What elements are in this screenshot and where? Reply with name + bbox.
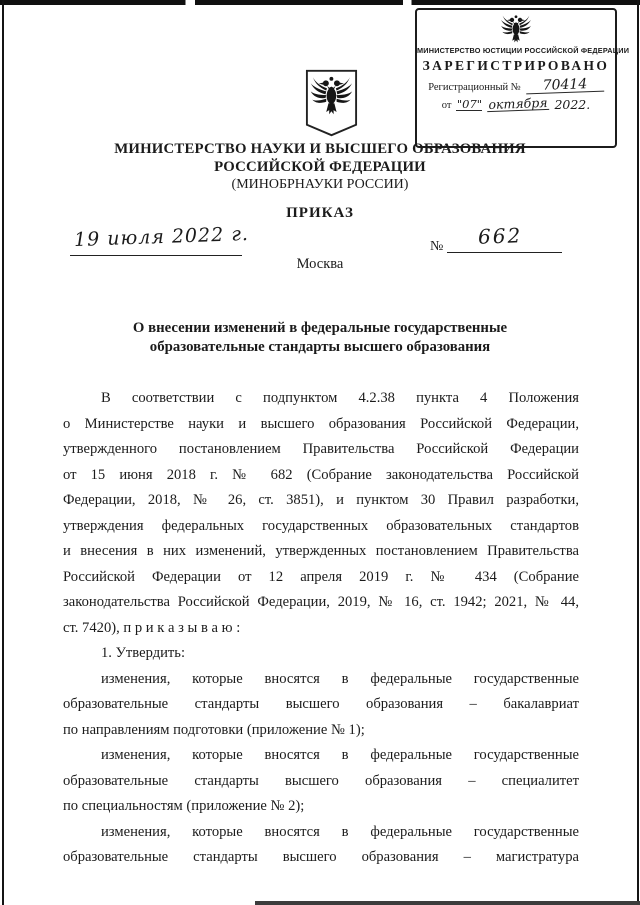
body-line: образовательные стандарты высшего образования – бакалавриат: [63, 696, 579, 712]
stamp-date-prefix: от: [441, 100, 452, 111]
scan-edge-bottom: [255, 901, 640, 905]
scan-edge-right: [637, 0, 639, 905]
body-line: Российской Федерации от 12 апреля 2019 г. № 434 (Собрание: [63, 568, 579, 585]
stamp-date-year: 2022.: [554, 97, 591, 112]
body-line: изменения, которые вносятся в федеральные государственные: [101, 670, 579, 687]
number-underline: [447, 252, 562, 253]
body-line: 1. Утвердить:: [101, 645, 186, 661]
city-label: Москва: [296, 256, 344, 272]
body-line: ст. 7420), п р и к а з ы в а ю :: [63, 619, 241, 636]
handwritten-number: 662: [477, 223, 523, 249]
body-line: и внесения в них изменений, утвержденных постановлением Правительства: [63, 543, 579, 559]
body-line: от 15 июня 2018 г. № 682 (Собрание законодательства Российской: [63, 466, 579, 483]
body-line: утвержденного постановлением Правительства Российской Федерации: [63, 441, 579, 457]
body-line: утверждения федеральных государственных образовательных стандартов: [63, 517, 579, 534]
order-title-line1: О внесении изменений в федеральные государственные: [132, 320, 508, 336]
document-type-label: ПРИКАЗ: [286, 205, 354, 221]
body-line: о Министерстве науки и высшего образования Российской Федерации,: [63, 415, 579, 432]
body-line: образовательные стандарты высшего образования – специалитет: [63, 772, 579, 789]
body-line: В соответствии с подпунктом 4.2.38 пункта 4 Положения: [101, 390, 579, 406]
body-line: по специальностям (приложение № 2);: [63, 798, 305, 814]
body-line: изменения, которые вносятся в федеральные государственные: [101, 823, 579, 840]
ministry-name-line1: МИНИСТЕРСТВО НАУКИ И ВЫСШЕГО ОБРАЗОВАНИЯ: [114, 141, 526, 157]
body-line: образовательные стандарты высшего образования – магистратура: [63, 849, 579, 865]
stamp-agency-label: МИНИСТЕРСТВО ЮСТИЦИИ РОССИЙСКОЙ ФЕДЕРАЦИИ: [417, 46, 630, 55]
ministry-short-name: (МИНОБРНАУКИ РОССИИ): [231, 177, 409, 192]
scan-edge-top: [0, 0, 640, 5]
stamp-date-day: "07": [456, 97, 483, 111]
order-title: [60, 319, 580, 356]
body-line: Федерации, 2018, № 26, ст. 3851), и пунктом 30 Правил разработки,: [63, 492, 579, 508]
stamp-date-month: октября: [488, 94, 549, 113]
document-body: [63, 386, 579, 871]
body-line: законодательства Российской Федерации, 2019, № 16, ст. 1942; 2021, № 44,: [63, 594, 579, 610]
coat-of-arms-icon: [303, 68, 360, 138]
stamp-reg-number-value: 70414: [526, 78, 604, 95]
body-line: изменения, которые вносятся в федеральные государственные: [101, 747, 579, 763]
registration-stamp: [415, 8, 630, 148]
stamp-registered-label: ЗАРЕГИСТРИРОВАНО: [422, 58, 610, 73]
ministry-name-line2: РОССИЙСКОЙ ФЕДЕРАЦИИ: [214, 159, 426, 175]
justice-eagle-icon: [499, 13, 533, 45]
ministry-header: [60, 140, 580, 194]
number-sign: №: [430, 239, 444, 254]
order-title-line2: образовательные стандарты высшего образования: [149, 338, 491, 355]
handwritten-date: 19 июля 2022 г.: [73, 222, 250, 252]
stamp-reg-number-label: Регистрационный №: [428, 82, 521, 93]
body-line: по направлениям подготовки (приложение № 1);: [63, 721, 365, 738]
scan-edge-left: [2, 0, 4, 905]
